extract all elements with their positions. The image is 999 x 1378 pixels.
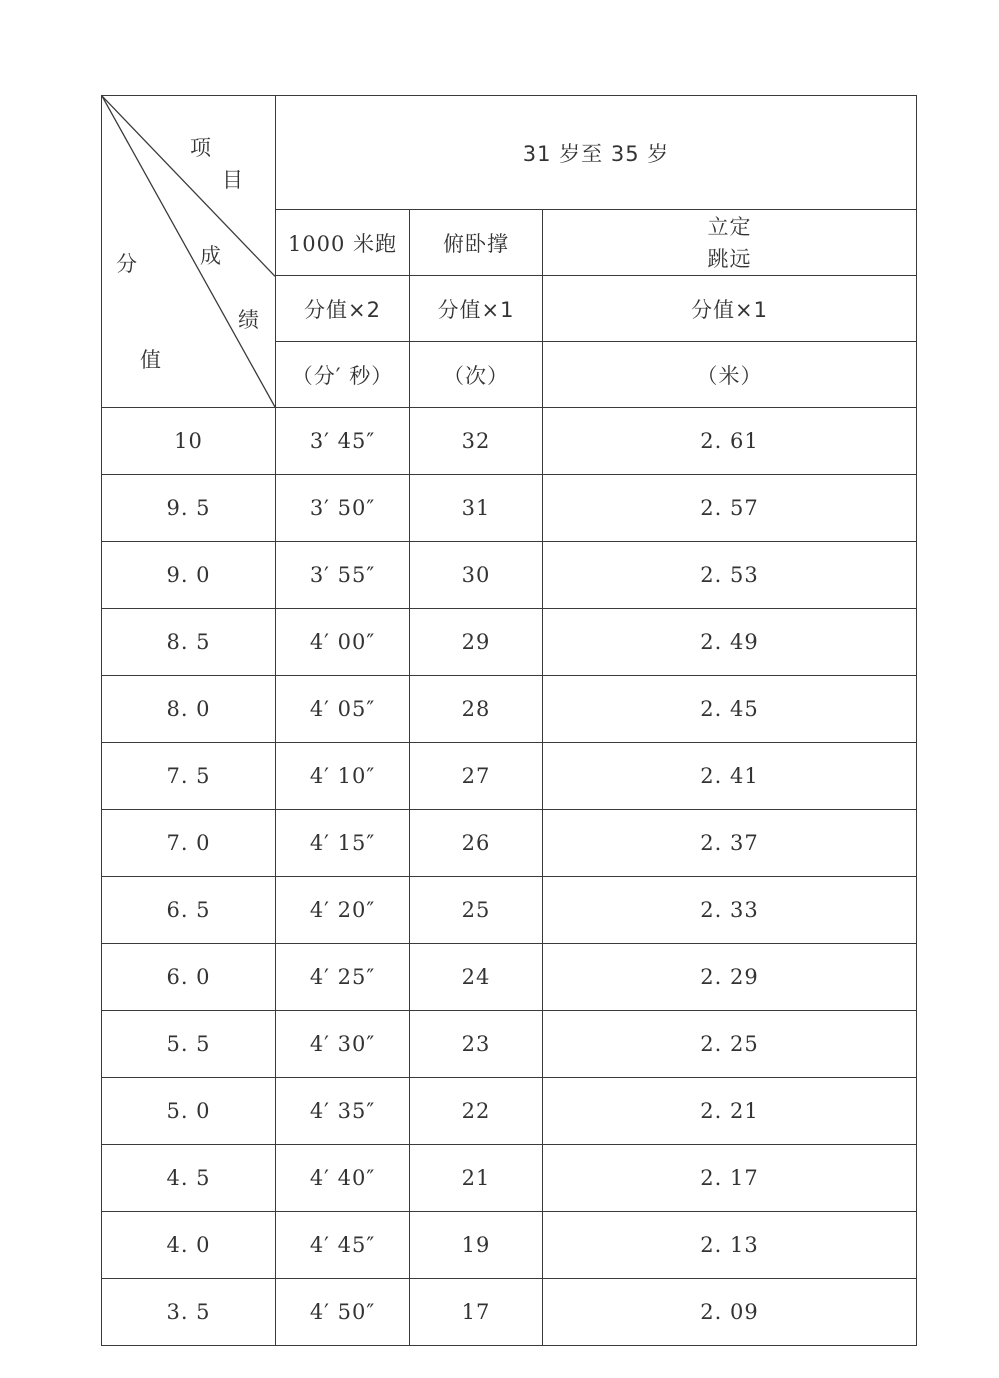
pushups-count-cell: 24 (410, 944, 543, 1011)
column-unit-pushups: （次） (410, 342, 543, 408)
run-time-cell: 4′ 45″ (276, 1212, 410, 1279)
run-time-cell: 4′ 35″ (276, 1078, 410, 1145)
score-cell: 8. 5 (102, 609, 276, 676)
column-name-standing-jump-line-2: 跳远 (707, 246, 752, 271)
run-time-cell: 4′ 25″ (276, 944, 410, 1011)
run-time-cell: 4′ 50″ (276, 1279, 410, 1346)
score-cell: 7. 5 (102, 743, 276, 810)
pushups-count-cell: 29 (410, 609, 543, 676)
jump-distance-cell: 2. 09 (543, 1279, 917, 1346)
score-cell: 3. 5 (102, 1279, 276, 1346)
run-time-cell: 4′ 40″ (276, 1145, 410, 1212)
column-unit-standing-jump: （米） (543, 342, 917, 408)
score-cell: 7. 0 (102, 810, 276, 877)
run-time-cell: 4′ 30″ (276, 1011, 410, 1078)
corner-item-char-1: 项 (190, 136, 212, 160)
run-time-cell: 3′ 55″ (276, 542, 410, 609)
score-table (101, 95, 917, 1346)
table-row (102, 408, 917, 475)
header-row-age-group (102, 96, 917, 210)
jump-distance-cell: 2. 13 (543, 1212, 917, 1279)
jump-distance-cell: 2. 17 (543, 1145, 917, 1212)
pushups-count-cell: 31 (410, 475, 543, 542)
table-row (102, 1078, 917, 1145)
score-table-wrapper (101, 95, 916, 1350)
pushups-count-cell: 19 (410, 1212, 543, 1279)
jump-distance-cell: 2. 41 (543, 743, 917, 810)
run-time-cell: 4′ 00″ (276, 609, 410, 676)
pushups-count-cell: 23 (410, 1011, 543, 1078)
run-time-cell: 4′ 15″ (276, 810, 410, 877)
table-row (102, 810, 917, 877)
pushups-count-cell: 21 (410, 1145, 543, 1212)
run-time-cell: 3′ 50″ (276, 475, 410, 542)
table-row (102, 676, 917, 743)
jump-distance-cell: 2. 45 (543, 676, 917, 743)
run-time-cell: 4′ 20″ (276, 877, 410, 944)
table-row (102, 609, 917, 676)
age-group-title: 31 岁至 35 岁 (276, 96, 917, 210)
pushups-count-cell: 22 (410, 1078, 543, 1145)
column-name-standing-jump-line-1: 立定 (707, 214, 752, 239)
pushups-count-cell: 17 (410, 1279, 543, 1346)
corner-score-char-1: 分 (116, 252, 138, 276)
corner-result-char-2: 绩 (238, 308, 260, 332)
diagonal-header-cell (102, 96, 276, 408)
score-cell: 4. 5 (102, 1145, 276, 1212)
table-row (102, 743, 917, 810)
score-cell: 6. 0 (102, 944, 276, 1011)
table-row (102, 542, 917, 609)
run-time-cell: 4′ 05″ (276, 676, 410, 743)
column-unit-run: （分′ 秒） (276, 342, 410, 408)
table-row (102, 1011, 917, 1078)
jump-distance-cell: 2. 49 (543, 609, 917, 676)
run-time-cell: 4′ 10″ (276, 743, 410, 810)
corner-score-char-2: 值 (140, 348, 162, 372)
table-row (102, 944, 917, 1011)
pushups-count-cell: 25 (410, 877, 543, 944)
pushups-count-cell: 26 (410, 810, 543, 877)
column-weight-run: 分值×2 (276, 276, 410, 342)
jump-distance-cell: 2. 57 (543, 475, 917, 542)
column-name-standing-jump (543, 210, 917, 276)
score-cell: 5. 5 (102, 1011, 276, 1078)
table-row (102, 475, 917, 542)
column-name-run: 1000 米跑 (276, 210, 410, 276)
column-weight-standing-jump: 分值×1 (543, 276, 917, 342)
jump-distance-cell: 2. 37 (543, 810, 917, 877)
jump-distance-cell: 2. 61 (543, 408, 917, 475)
jump-distance-cell: 2. 53 (543, 542, 917, 609)
jump-distance-cell: 2. 33 (543, 877, 917, 944)
corner-result-char-1: 成 (200, 244, 222, 268)
jump-distance-cell: 2. 25 (543, 1011, 917, 1078)
corner-item-char-2: 目 (222, 168, 244, 192)
score-cell: 9. 5 (102, 475, 276, 542)
score-cell: 4. 0 (102, 1212, 276, 1279)
jump-distance-cell: 2. 29 (543, 944, 917, 1011)
column-weight-pushups: 分值×1 (410, 276, 543, 342)
table-row (102, 877, 917, 944)
run-time-cell: 3′ 45″ (276, 408, 410, 475)
table-row (102, 1145, 917, 1212)
pushups-count-cell: 28 (410, 676, 543, 743)
table-row (102, 1212, 917, 1279)
score-cell: 5. 0 (102, 1078, 276, 1145)
table-row (102, 1279, 917, 1346)
pushups-count-cell: 27 (410, 743, 543, 810)
score-cell: 8. 0 (102, 676, 276, 743)
column-name-pushups: 俯卧撑 (410, 210, 543, 276)
jump-distance-cell: 2. 21 (543, 1078, 917, 1145)
score-cell: 10 (102, 408, 276, 475)
score-cell: 9. 0 (102, 542, 276, 609)
pushups-count-cell: 30 (410, 542, 543, 609)
pushups-count-cell: 32 (410, 408, 543, 475)
score-cell: 6. 5 (102, 877, 276, 944)
